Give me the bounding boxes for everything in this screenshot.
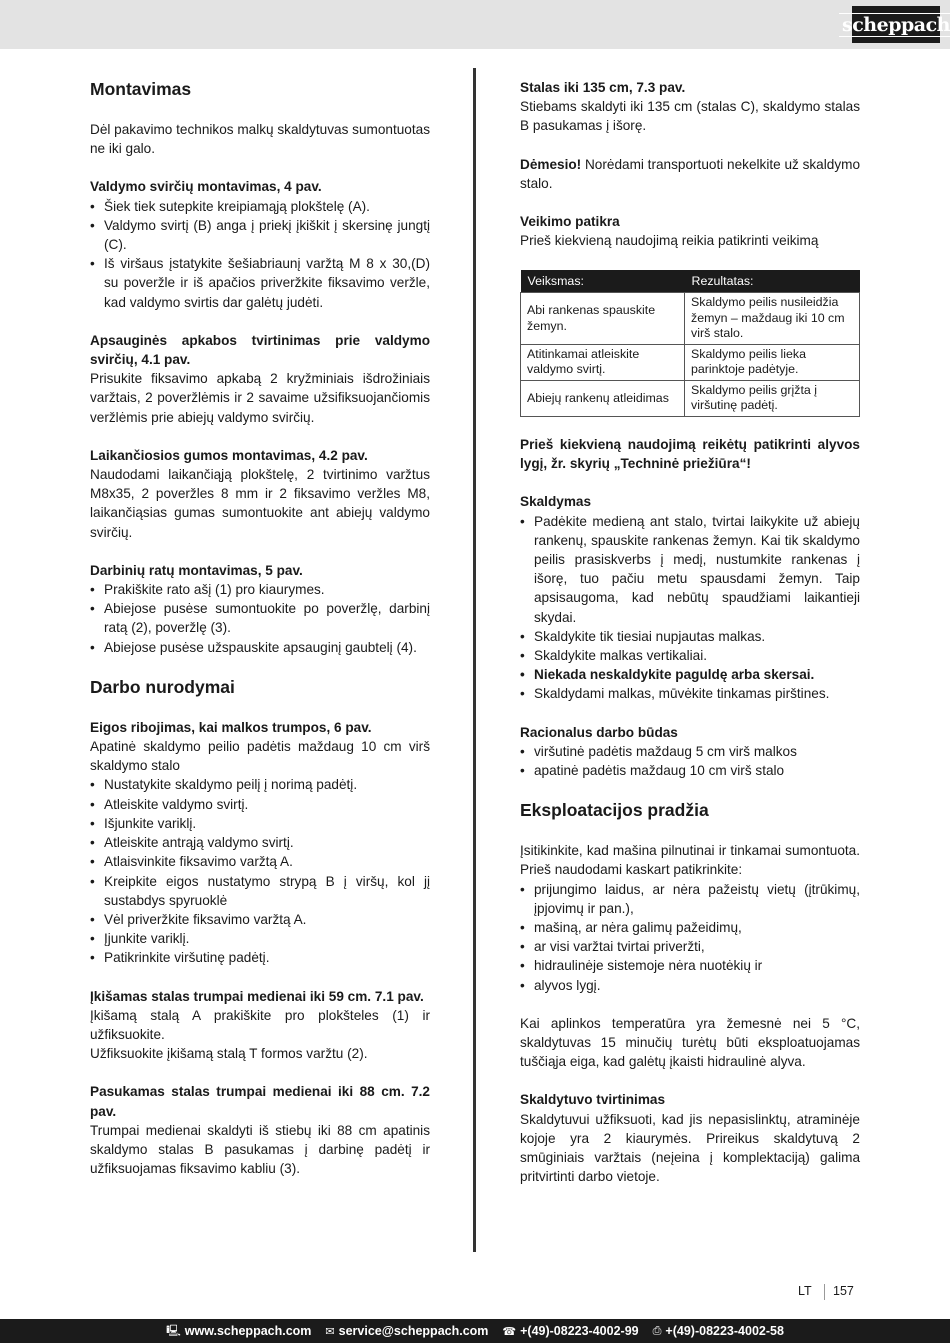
list-item: • Valdymo svirtį (B) anga į priekį įkiškit į skersinę jungtį (C). xyxy=(90,216,430,254)
section-eigos: Eigos ribojimas, kai malkos trumpos, 6 pav. Apatinė skaldymo peilio padėtis maždaug 10 cm virš skaldymo stalo • Nustatykite skaldymo peilį į norimą padėtį. • Atleiskite valdymo svirtį. • Išjunkite variklį. • Atleiskite antrąją valdymo svirtį. • Atlaisvinkite fiksavimo varžtą A. • Kreipkite eigos nustatymo strypą B į viršų, kol jį sustabdys spyruoklė • Vėl priveržkite fiksavimo varžtą A. • Įjunkite variklį. • Patikrinkite viršutinę padėtį. xyxy=(90,718,430,968)
section-laikancios: Laikančiosios gumos montavimas, 4.2 pav. Naudodami laikančiąją plokštelę, 2 tvirtinimo varžtus M8x35, 2 poveržles 8 mm ir 2 fiksavimo veržles M8, laikančiąsias gumas sumontuokite ant abiejų valdymo svirčių. xyxy=(90,447,430,540)
section-temperature: Kai aplinkos temperatūra yra žemesnė nei 5 °C, skaldytuvas 15 minučių turėtų būti eksploatuojamas tuščiąja eiga, kad galėtų įkaisti hidraulinė alyva. xyxy=(520,1015,860,1070)
list-item: • viršutinė padėtis maždaug 5 cm virš malkos xyxy=(520,742,860,761)
table-row xyxy=(521,380,860,416)
table-cell: Atitinkamai atleiskite valdymo svirtį. xyxy=(521,344,685,380)
scheppach-logo: scheppach xyxy=(852,6,940,43)
section-intro: Dėl pakavimo technikos malkų skaldytuvas sumontuotas ne iki galo. xyxy=(90,122,431,157)
page-number: 157 xyxy=(833,1284,854,1298)
mail-icon: ✉ xyxy=(325,1325,335,1338)
list-item: • Abiejose pusėse užspauskite apsauginį gaubtelį (4). xyxy=(90,638,430,657)
list-item: • Atlaisvinkite fiksavimo varžtą A. xyxy=(90,852,430,871)
list-item: • hidraulinėje sistemoje nėra nuotėkių ir xyxy=(520,956,860,975)
left-column xyxy=(90,78,430,1197)
list-item: • Iš viršaus įstatykite šešiabriaunį varžtą M 8 x 30,(D) su poveržle ir iš apačios priveržkite fiksavimo veržle, kad valdymo svirtis dar galėtų judėti. xyxy=(90,254,430,312)
warning-label: Dėmesio! xyxy=(520,156,582,172)
table-header-row xyxy=(521,270,860,293)
list-item: • Išjunkite variklį. xyxy=(90,814,430,833)
list-item: • ar visi varžtai tvirtai priveržti, xyxy=(520,937,860,956)
list-item: • Patikrinkite viršutinę padėtį. xyxy=(90,948,430,967)
top-bar xyxy=(0,0,950,49)
heading-darbo-nurodymai: Darbo nurodymai xyxy=(90,676,235,697)
list-item: • alyvos lygį. xyxy=(520,976,860,995)
list-item: • mašiną, ar nėra galimų pažeidimų, xyxy=(520,918,860,937)
email-link[interactable]: service@scheppach.com xyxy=(338,1324,489,1338)
table-header: Veiksmas: xyxy=(521,270,685,293)
valdymo-list xyxy=(90,197,430,312)
section-apsaugines: Apsauginės apkabos tvirtinimas prie valdymo svirčių, 4.1 pav. Prisukite fiksavimo apkabą 2 kryžminiais išdrožiniais varžtais, 2 poveržlėmis ir 2 savaime užsifiksuojančiomis veržlėmis prie abiejų valdymo svirčių. xyxy=(90,332,430,425)
right-column xyxy=(520,78,860,1205)
list-item: • Skaldykite tik tiesiai nupjautas malkas. xyxy=(520,627,860,646)
section-stalas: Stalas iki 135 cm, 7.3 pav. Stiebams skaldyti iki 135 cm (stalas C), skaldymo stalas B pasukamas į išorę. xyxy=(520,80,860,134)
contact-bar xyxy=(0,1319,950,1343)
section-racionalus: Racionalus darbo būdas • viršutinė padėtis maždaug 5 cm virš malkos • apatinė padėtis maždaug 10 cm virš stalo xyxy=(520,723,860,781)
table-cell: Skaldymo peilis lieka parinktoje padėtyje. xyxy=(685,344,860,380)
language-code: LT xyxy=(798,1284,825,1300)
section-ikisamas: Įkišamas stalas trumpai medienai iki 59 cm. 7.1 pav. Įkišamą stalą A prakiškite pro plokšteles (1) ir užfiksuokite. Užfiksuokite įkišamą stalą T formos varžtu (2). xyxy=(90,988,430,1062)
fax-icon: ⎙ xyxy=(652,1324,662,1337)
list-item: • Nustatykite skaldymo peilį į norimą padėtį. xyxy=(90,775,430,794)
table-cell: Skaldymo peilis nusileidžia žemyn – maždaug iki 10 cm virš stalo. xyxy=(685,293,860,345)
heading-eksploatacijos: Eksploatacijos pradžia xyxy=(520,800,709,821)
website-link[interactable]: www.scheppach.com xyxy=(184,1324,312,1338)
fax-number: +(49)-08223-4002-58 xyxy=(665,1324,784,1338)
page-footer xyxy=(798,1284,854,1300)
list-item: • Niekada neskaldykite paguldę arba skersai. xyxy=(520,665,860,684)
list-item: • Skaldykite malkas vertikaliai. xyxy=(520,646,860,665)
list-item: • Įjunkite variklį. xyxy=(90,929,430,948)
section-valdymo: Valdymo svirčių montavimas, 4 pav. • Šiek tiek sutepkite kreipiamąją plokštelę (A). • Valdymo svirtį (B) anga į priekį įkiškit į skersinę jungtį (C). • Iš viršaus įstatykite šešiabriaunį varžtą M 8 x 30,(D) su poveržle ir iš apačios priveržkite fiksavimo veržle, kad valdymo svirtis dar galėtų judėti. xyxy=(90,177,430,311)
list-item: • Atleiskite valdymo svirtį. xyxy=(90,795,430,814)
phone-number: +(49)-08223-4002-99 xyxy=(520,1324,639,1338)
section-tvirtinimas: Skaldytuvo tvirtinimas Skaldytuvui užfiksuoti, kad jis nepasislinktų, atraminėje kojoje yra 2 kiaurymės. Prireikus skaldytuvą 2 smūginiais varžtais (neįeina į komplektaciją) galima pritvirtinti darbo vietoje. xyxy=(520,1092,860,1185)
section-pasukamas: Pasukamas stalas trumpai medienai iki 88 cm. 7.2 pav. Trumpai medienai skaldyti iš stiebų iki 88 cm apatinis skaldymo stalas B pasukamas į darbinę padėtį ir užfiksuojamas fiksavimo kabliu (3). xyxy=(90,1084,430,1177)
list-item: • prijungimo laidus, ar nėra pažeistų vietų (įtrūkimų, įpjovimų ir pan.), xyxy=(520,880,860,918)
column-divider xyxy=(473,68,476,1252)
list-item: • Skaldydami malkas, mūvėkite tinkamas pirštines. xyxy=(520,684,860,703)
list-item: • Kreipkite eigos nustatymo strypą B į viršų, kol jį sustabdys spyruoklė xyxy=(90,872,430,910)
section-eksploatacijos: Įsitikinkite, kad mašina pilnutinai ir tinkamai sumontuota. Prieš naudodami kaskart patikrinkite: • prijungimo laidus, ar nėra pažeistų vietų (įtrūkimų, įpjovimų ir pan.), • mašiną, ar nėra galimų pažeidimų, • ar visi varžtai tvirtai priveržti, • hidraulinėje sistemoje nėra nuotėkių ir • alyvos lygį. xyxy=(520,841,860,995)
table-row xyxy=(521,293,860,345)
list-item: • Atleiskite antrąją valdymo svirtį. xyxy=(90,833,430,852)
list-item: • apatinė padėtis maždaug 10 cm virš stalo xyxy=(520,761,860,780)
table-row xyxy=(521,344,860,380)
list-item: • Padėkite medieną ant stalo, tvirtai laikykite už abiejų rankenų, spauskite rankenas žemyn. Kai tik skaldymo peilis prasiskverbs į medį, nustumkite rankenas į išorę, tuo pačiu metu spausdami žemyn. Taip apsisaugoma, kad nebūtų spaudžiami laikantieji skydai. xyxy=(520,512,860,627)
table-cell: Skaldymo peilis grįžta į viršutinę padėtį. xyxy=(685,380,860,416)
table-cell: Abi rankenas spauskite žemyn. xyxy=(521,293,685,345)
heading-montavimas: Montavimas xyxy=(90,79,192,99)
section-alyvos-note: Prieš kiekvieną naudojimą reikėtų patikrinti alyvos lygį, žr. skyrių „Techninė priežiūra“! xyxy=(520,436,860,472)
table-header: Rezultatas: xyxy=(685,270,860,293)
monitor-icon: 🖳 xyxy=(166,1324,181,1337)
list-item: • Šiek tiek sutepkite kreipiamąją plokštelę (A). xyxy=(90,197,430,216)
list-item: • Prakiškite rato ašį (1) pro kiaurymes. xyxy=(90,580,430,599)
list-item: • Abiejose pusėse sumontuokite po poveržlę, darbinį ratą (2), poveržlę (3). xyxy=(90,599,430,637)
section-skaldymas: Skaldymas • Padėkite medieną ant stalo, tvirtai laikykite už abiejų rankenų, spauskite rankenas žemyn. Kai tik skaldymo peilis prasiskverbs į medį, nustumkite rankenas į išorę, tuo pačiu metu spausdami žemyn. Taip apsisaugoma, kad nebūtų spaudžiami laikantieji skydai. • Skaldykite tik tiesiai nupjautas malkas. • Skaldykite malkas vertikaliai. • Niekada neskaldykite paguldę arba skersai. • Skaldydami malkas, mūvėkite tinkamas pirštines. xyxy=(520,492,860,703)
list-item: • Vėl priveržkite fiksavimo varžtą A. xyxy=(90,910,430,929)
section-darbiniu: Darbinių ratų montavimas, 5 pav. • Prakiškite rato ašį (1) pro kiaurymes. • Abiejose pusėse sumontuokite po poveržlę, darbinį ratą (2), poveržlę (3). • Abiejose pusėse užspauskite apsauginį gaubtelį (4). xyxy=(90,561,430,657)
section-veikimo: Veikimo patikra Prieš kiekvieną naudojimą reikia patikrinti veikimą xyxy=(520,214,819,249)
function-check-table xyxy=(520,270,860,417)
section-demesio: Dėmesio! Norėdami transportuoti nekelkite už skaldymo stalo. xyxy=(520,156,861,191)
phone-icon: ☎ xyxy=(502,1325,517,1338)
table-cell: Abiejų rankenų atleidimas xyxy=(521,380,685,416)
